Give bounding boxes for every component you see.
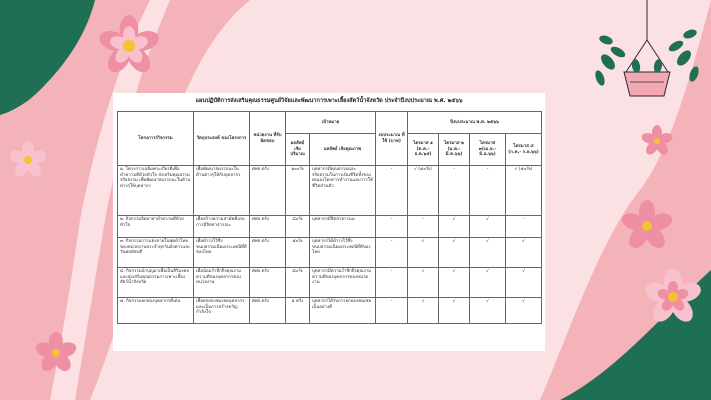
document-title: แผนปฏิบัติการส่งเสริมคุณธรรมศูนย์วิจัยและพัฒนาการเพาะเลี้ยงสัตว์น้ำจังหวัด ประจำปีงบประมาณ พ.ศ. ๒๕๖๖ xyxy=(195,98,463,104)
cell-q4: √ xyxy=(506,238,542,268)
cell-q1: √ xyxy=(408,268,439,298)
cell-objective: เพื่อยกย่องชมเชยบุคลากร และเป็นการสร้างขวัญกำลังใจ xyxy=(194,298,250,324)
cell-unit: ศพจ.ตรัง xyxy=(250,298,286,324)
cell-project: ๓. กิจกรรมการแต่งกายในชุดผ้าไทยของหน่วยงานประจำทุกวันอังคารและวันพฤหัสบดี xyxy=(118,238,194,268)
cell-unit: ศพจ.ตรัง xyxy=(250,268,286,298)
cell-unit: ศพจ.ตรัง xyxy=(250,216,286,238)
cell-project: ๑. โครงการเฉลิมพระเกียรติเพื่อทำความดีด้วยหัวใจ ส่งเสริมคุณธรรม จริยธรรม เพื่อพัฒนาสมรรถนะในด้านต่างๆให้บุคลากร xyxy=(118,166,194,216)
cell-objective: เพื่อสร้างความสามัคคีและการมีจิตสาธารณะ xyxy=(194,216,250,238)
cell-q4: √ xyxy=(506,268,542,298)
header-q1: ไตรมาส ๑ (ต.ค.- ธ.ค.๖๕) xyxy=(408,134,439,166)
cell-q2: - xyxy=(439,166,470,216)
table-row xyxy=(118,238,542,268)
cell-output: ๑๐๐% xyxy=(286,166,310,216)
cell-unit: ศพจ.ตรัง xyxy=(250,238,286,268)
flower-icon xyxy=(620,198,674,254)
header-project: โครงการ/กิจกรรม xyxy=(118,112,194,166)
header-q2: ไตรมาส ๒ (ม.ค.- มี.ค.๖๖) xyxy=(439,134,470,166)
cell-unit: ศพจ.ตรัง xyxy=(250,166,286,216)
header-budget: งบประมาณ ที่ใช้ (บาท) xyxy=(376,112,408,166)
flower-icon xyxy=(642,266,704,328)
cell-project: ๕. กิจกรรมยกย่องบุคลากรดีเด่น xyxy=(118,298,194,324)
cell-q3: √ xyxy=(470,268,506,298)
cell-outcome: บุคลากรมีจิตสาธารณะ xyxy=(310,216,376,238)
cell-project: ๔. กิจกรรมนำบุญมาเพื่อเป็นสิริมงคลและส่งเสริมคุณธรรมการเพาะเลี้ยงสัตว์น้ำจังหวัด xyxy=(118,268,194,298)
cell-output: ๑ ครั้ง xyxy=(286,298,310,324)
document-page xyxy=(113,93,545,351)
cell-outcome: บุคลากรได้ดำรงไว้ซึ่งขนบธรรมเนียมประเพณีที่ดีของไทย xyxy=(310,238,376,268)
cell-q1: √ xyxy=(408,298,439,324)
flower-icon xyxy=(34,330,78,376)
header-outcome: ผลลัพธ์ เชิงคุณภาพ xyxy=(310,134,376,166)
header-output: ผลลัพธ์ เชิงปริมาณ xyxy=(286,134,310,166)
cell-objective: เพื่อพัฒนาสมรรถนะในด้านต่างๆให้กับบุคลากร xyxy=(194,166,250,216)
flower-icon xyxy=(640,124,674,158)
cell-budget: - xyxy=(376,298,408,324)
cell-q3: √ xyxy=(470,298,506,324)
cell-budget: - xyxy=(376,166,408,216)
cell-q4: √ (๕๐%) xyxy=(506,166,542,216)
cell-objective: เพื่อน้อมรำลึกถึงคุณงามความดีของบุคลากรของหน่วยงาน xyxy=(194,268,250,298)
cell-outcome: บุคลากรได้รับการยกย่องชมเชยเป็นอย่างดี xyxy=(310,298,376,324)
cell-project: ๒. กิจกรรมจิตอาสาทำความดีด้วยหัวใจ xyxy=(118,216,194,238)
cell-q4: √ xyxy=(506,298,542,324)
cell-budget: - xyxy=(376,268,408,298)
cell-q2: √ xyxy=(439,298,470,324)
header-fiscal-year: ปีงบประมาณ พ.ศ. ๒๕๖๖ xyxy=(408,112,542,134)
header-objective: วัตถุประสงค์ ของโครงการ xyxy=(194,112,250,166)
action-plan-table xyxy=(117,111,542,324)
header-q4: ไตรมาส ๔ (ก.ค.- ก.ย.๖๖) xyxy=(506,134,542,166)
cell-q1: √ xyxy=(408,238,439,268)
cell-budget: - xyxy=(376,238,408,268)
cell-q3: √ xyxy=(470,216,506,238)
cell-q3: - xyxy=(470,166,506,216)
flower-icon xyxy=(98,12,160,80)
table-row xyxy=(118,216,542,238)
cell-objective: เพื่อดำรงไว้ซึ่งขนบธรรมเนียมประเพณีที่ดีของไทย xyxy=(194,238,250,268)
cell-output: ๕๐% xyxy=(286,238,310,268)
table-row xyxy=(118,166,542,216)
cell-output: ๘๐% xyxy=(286,216,310,238)
header-q3: ไตรมาส ๓(เม.ย.- มิ.ย.๖๖) xyxy=(470,134,506,166)
cell-q2: √ xyxy=(439,216,470,238)
table-header-row xyxy=(118,112,542,134)
table-row xyxy=(118,268,542,298)
cell-output: ๘๐% xyxy=(286,268,310,298)
cell-outcome: บุคลากรมีความรำลึกถึงคุณงามความดีของบุคลากรของหน่วยงาน xyxy=(310,268,376,298)
header-unit: หน่วยงาน ที่รับผิดชอบ xyxy=(250,112,286,166)
header-target: เป้าหมาย xyxy=(286,112,376,134)
cell-q2: √ xyxy=(439,268,470,298)
cell-q2: √ xyxy=(439,238,470,268)
cell-q1: √ (๕๐%) xyxy=(408,166,439,216)
hanging-plant-icon xyxy=(588,0,706,106)
flower-icon xyxy=(8,140,48,180)
cell-q4: - xyxy=(506,216,542,238)
cell-q1: - xyxy=(408,216,439,238)
cell-budget: - xyxy=(376,216,408,238)
cell-q3: √ xyxy=(470,238,506,268)
table-row xyxy=(118,298,542,324)
cell-outcome: บุคลากรมีคุณธรรมและจริยธรรมในการเนินชีวิตทั้งของตนเองโดยการทำงานและการใช้ชีวิตส่วนตัว xyxy=(310,166,376,216)
